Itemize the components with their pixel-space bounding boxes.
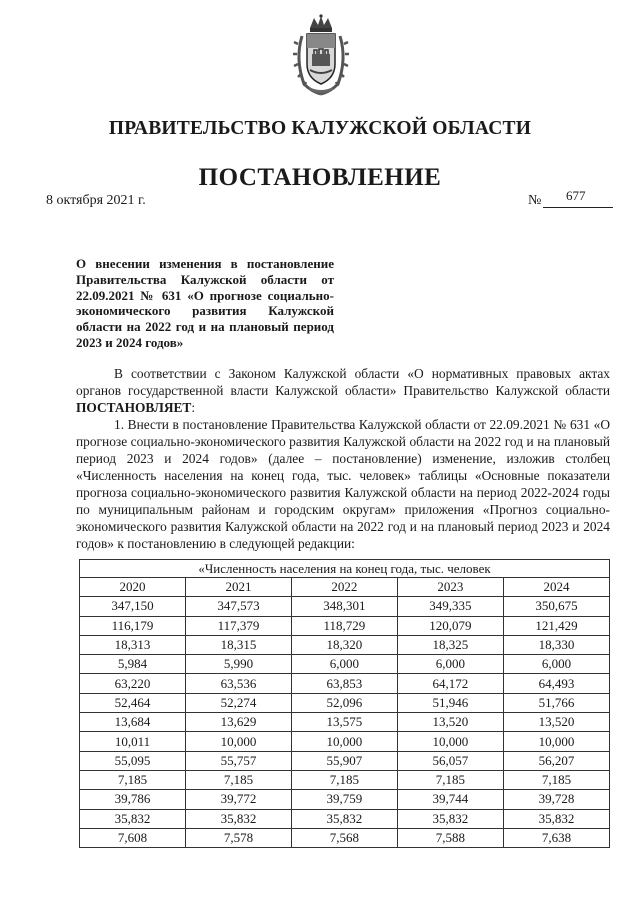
table-row: [80, 809, 610, 828]
table-row: [80, 790, 610, 809]
year-header-cell: 2023: [397, 578, 503, 597]
year-header-cell: 2020: [80, 578, 186, 597]
table-cell: 10,000: [291, 732, 397, 751]
table-cell: 63,220: [80, 674, 186, 693]
table-cell: 64,172: [397, 674, 503, 693]
table-cell: 63,853: [291, 674, 397, 693]
decree-keyword: ПОСТАНОВЛЯЕТ: [76, 400, 192, 415]
table-cell: 63,536: [185, 674, 291, 693]
table-cell: 350,675: [503, 597, 609, 616]
table-cell: 5,984: [80, 655, 186, 674]
table-cell: 52,464: [80, 693, 186, 712]
table-cell: 39,786: [80, 790, 186, 809]
table-cell: 116,179: [80, 616, 186, 635]
table-row: [80, 732, 610, 751]
table-cell: 18,320: [291, 635, 397, 654]
table-cell: 7,185: [291, 770, 397, 789]
table-cell: 52,096: [291, 693, 397, 712]
table-row: [80, 635, 610, 654]
clause-1-paragraph: 1. Внести в постановление Правительства Калужской области от 22.09.2021 № 631 «О прогнозе социально-экономического развития Калужской области на 2022 год и на плановый период 2023 и 2024 годов» (далее – постановление) изменение, изложив столбец «Численность населения на конец года, тыс. человек» таблицы «Основные показатели прогноза социально-экономического развития Калужской области на период 2022-2024 годы по муниципальным районам и городским округам» приложения «Прогноз социально-экономического развития Калужской области на 2022 год и на плановый период 2023 и 2024 годов» к постановлению в следующей редакции:: [76, 417, 610, 551]
preamble-tail: :: [191, 400, 196, 415]
table-cell: 7,185: [397, 770, 503, 789]
table-cell: 5,990: [185, 655, 291, 674]
table-cell: 55,907: [291, 751, 397, 770]
table-cell: 7,578: [185, 828, 291, 847]
coat-of-arms-icon: [292, 14, 350, 96]
table-row: [80, 713, 610, 732]
table-cell: 55,757: [185, 751, 291, 770]
year-header-cell: 2024: [503, 578, 609, 597]
table-cell: 7,638: [503, 828, 609, 847]
table-row: [80, 655, 610, 674]
table-cell: 10,000: [503, 732, 609, 751]
table-cell: 6,000: [503, 655, 609, 674]
table-cell: 35,832: [185, 809, 291, 828]
table-header-row: [80, 578, 610, 597]
table-cell: 10,000: [185, 732, 291, 751]
table-cell: 18,330: [503, 635, 609, 654]
table-cell: 64,493: [503, 674, 609, 693]
table-cell: 56,057: [397, 751, 503, 770]
table-cell: 13,520: [503, 713, 609, 732]
population-table: [79, 559, 610, 848]
year-header-cell: 2021: [185, 578, 291, 597]
table-cell: 18,313: [80, 635, 186, 654]
table-cell: 13,684: [80, 713, 186, 732]
table-cell: 13,520: [397, 713, 503, 732]
table-cell: 7,568: [291, 828, 397, 847]
table-cell: 18,315: [185, 635, 291, 654]
year-header-cell: 2022: [291, 578, 397, 597]
table-cell: 35,832: [80, 809, 186, 828]
table-cell: 347,573: [185, 597, 291, 616]
table-cell: 39,728: [503, 790, 609, 809]
table-cell: 35,832: [397, 809, 503, 828]
table-cell: 117,379: [185, 616, 291, 635]
table-cell: 18,325: [397, 635, 503, 654]
table-cell: 118,729: [291, 616, 397, 635]
table-row: [80, 693, 610, 712]
table-cell: 347,150: [80, 597, 186, 616]
preamble-paragraph: [76, 365, 610, 416]
table-cell: 7,185: [80, 770, 186, 789]
table-cell: 35,832: [291, 809, 397, 828]
table-cell: 120,079: [397, 616, 503, 635]
table-cell: 39,744: [397, 790, 503, 809]
table-cell: 56,207: [503, 751, 609, 770]
table-cell: 13,629: [185, 713, 291, 732]
table-row: [80, 674, 610, 693]
table-cell: 55,095: [80, 751, 186, 770]
table-cell: 10,000: [397, 732, 503, 751]
table-row: [80, 751, 610, 770]
government-title: ПРАВИТЕЛЬСТВО КАЛУЖСКОЙ ОБЛАСТИ: [108, 118, 532, 139]
table-row: [80, 597, 610, 616]
table-row: [80, 770, 610, 789]
table-cell: 51,766: [503, 693, 609, 712]
table-cell: 6,000: [397, 655, 503, 674]
table-row: [80, 828, 610, 847]
document-type: ПОСТАНОВЛЕНИЕ: [198, 164, 442, 191]
number-label: №: [528, 193, 542, 208]
table-cell: 348,301: [291, 597, 397, 616]
table-cell: 52,274: [185, 693, 291, 712]
table-cell: 39,759: [291, 790, 397, 809]
table-cell: 7,608: [80, 828, 186, 847]
table-cell: 6,000: [291, 655, 397, 674]
table-cell: 51,946: [397, 693, 503, 712]
table-row: [80, 616, 610, 635]
document-number: 677: [566, 188, 586, 203]
document-date: 8 октября 2021 г.: [46, 193, 146, 208]
preamble-text: В соответствии с Законом Калужской области «О нормативных правовых актах органов государственной власти Калужской области» Правительство Калужской области: [76, 366, 610, 398]
table-cell: 121,429: [503, 616, 609, 635]
table-cell: 35,832: [503, 809, 609, 828]
table-cell: 349,335: [397, 597, 503, 616]
table-cell: 10,011: [80, 732, 186, 751]
document-subject: О внесении изменения в постановление Правительства Калужской области от 22.09.2021 № 631 «О прогнозе социально-экономического развития Калужской области на 2022 год и на плановый период 2023 и 2024 годов»: [76, 256, 334, 350]
table-cell: 7,185: [185, 770, 291, 789]
table-caption: «Численность населения на конец года, тыс. человек: [80, 560, 610, 578]
table-cell: 7,185: [503, 770, 609, 789]
number-underline: [543, 207, 613, 208]
table-cell: 39,772: [185, 790, 291, 809]
table-cell: 13,575: [291, 713, 397, 732]
table-cell: 7,588: [397, 828, 503, 847]
